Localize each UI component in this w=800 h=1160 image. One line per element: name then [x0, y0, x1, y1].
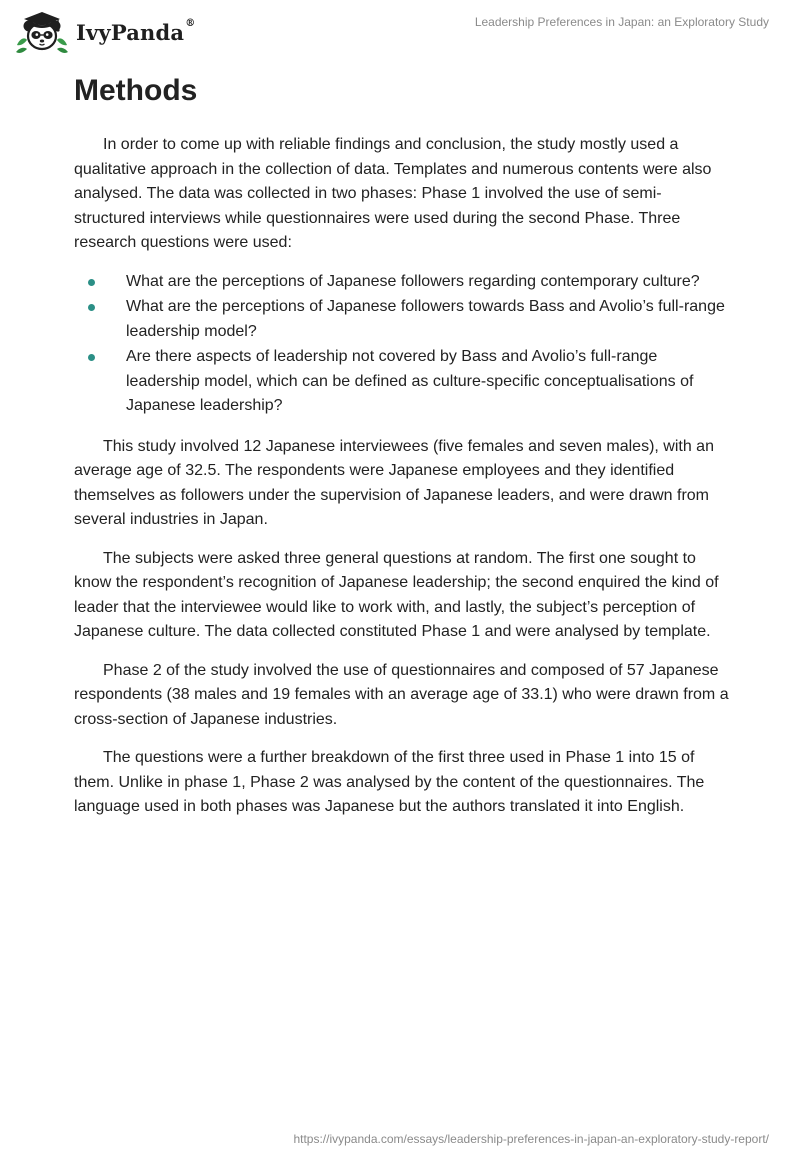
page-header — [0, 0, 800, 70]
paragraph-analysis: The questions were a further breakdown of the first three used in Phase 1 into 15 of them. Unlike in phase 1, Phase 2 was analysed by the content of the questionnaires. The language used in both phases was Japanese but the authors translated it into English. — [74, 749, 705, 815]
logo-name: IvyPanda — [76, 19, 185, 45]
list-item — [74, 295, 730, 344]
list-item-text: What are the perceptions of Japanese followers regarding contemporary culture? — [126, 272, 700, 290]
paragraph-phase-2: Phase 2 of the study involved the use of questionnaires and composed of 57 Japanese respondents (38 males and 19 females with an average age of 33.1) who were drawn from a cross-section of Japanese industries. — [74, 661, 729, 728]
paragraph-intro: In order to come up with reliable findings and conclusion, the study mostly used a qualitative approach in the collection of data. Templates and numerous contents were also analysed. The data was collected in two phases: Phase 1 involved the use of semi-structured interviews while questionnaires were used during the second Phase. Three research questions were used: — [74, 136, 712, 251]
logo-wordmark — [76, 17, 196, 45]
research-questions-list — [74, 270, 730, 419]
bullet-dot-icon — [88, 279, 95, 286]
running-title: Leadership Preferences in Japan: an Exploratory Study — [474, 15, 769, 29]
list-item-text: What are the perceptions of Japanese followers towards Bass and Avolio’s full-range leadership model? — [126, 298, 725, 340]
source-url-link[interactable]: https://ivypanda.com/essays/leadership-preferences-in-japan-an-exploratory-study-report/ — [293, 1132, 769, 1146]
paragraph-participants: This study involved 12 Japanese interviewees (five females and seven males), with an average age of 32.5. The respondents were Japanese employees and they identified themselves as followers under the supervision of Japanese leaders, and were drawn from several industries in Japan. — [74, 437, 714, 528]
ivypanda-logo[interactable] — [14, 10, 195, 54]
paragraph-phase-1: The subjects were asked three general questions at random. The first one sought to know the respondent’s recognition of Japanese leadership; the second enquired the kind of leader that the interviewee would like to work with, and lastly, the subject’s perception of Japanese culture. The data collected constituted Phase 1 and were analysed by template. — [74, 549, 719, 640]
bullet-dot-icon — [88, 354, 95, 361]
list-item-text: Are there aspects of leadership not covered by Bass and Avolio’s full-range leadership model, which can be defined as culture-specific conceptualisations of Japanese leadership? — [126, 348, 694, 414]
section-heading: Methods — [74, 74, 198, 107]
list-item — [74, 270, 730, 295]
panda-graduate-icon — [14, 10, 70, 54]
registered-mark: ® — [185, 17, 196, 29]
list-item — [74, 345, 730, 419]
article-body — [74, 72, 730, 834]
bullet-dot-icon — [88, 304, 95, 311]
